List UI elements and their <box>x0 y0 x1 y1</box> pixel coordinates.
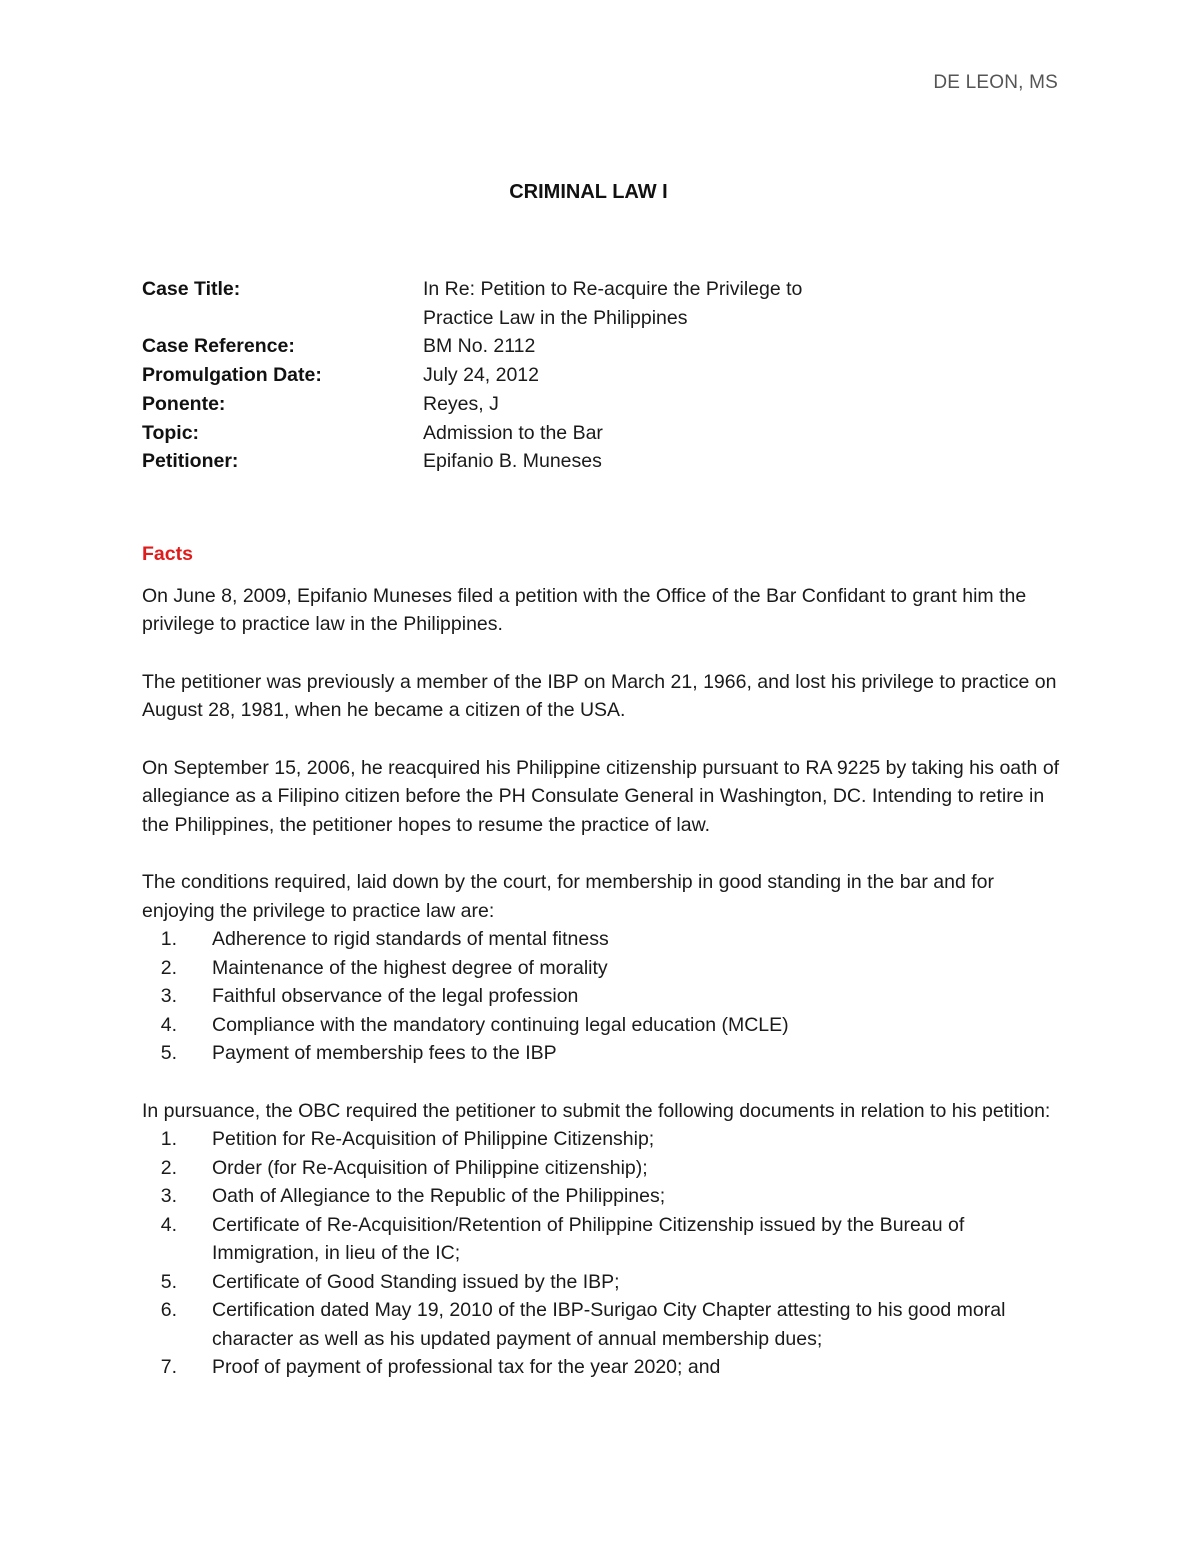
list-item-number: 4. <box>160 1013 177 1036</box>
list-item-text: Proof of payment of professional tax for the year 2020; and <box>212 1356 721 1378</box>
list-item-number: 7. <box>160 1356 177 1378</box>
topic-label: Topic: <box>142 421 200 444</box>
list-item <box>142 1011 1062 1040</box>
list-item <box>142 1353 1062 1382</box>
petitioner-label: Petitioner: <box>142 450 239 473</box>
list-item <box>142 1296 1062 1353</box>
list-item <box>142 925 1062 954</box>
list-item <box>142 1154 1062 1183</box>
list-item-text: Faithful observance of the legal profession <box>212 985 579 1007</box>
list-item-text: Payment of membership fees to the IBP <box>212 1042 557 1064</box>
list-item-text: Compliance with the mandatory continuing legal education (MCLE) <box>212 1013 789 1036</box>
list-item-text: Oath of Allegiance to the Republic of the Philippines; <box>212 1185 666 1207</box>
case-info-row-ponente <box>142 390 1082 419</box>
case-info-row-promulgation <box>142 361 1082 390</box>
list-item-number: 3. <box>160 1185 177 1207</box>
facts-paragraph: On September 15, 2006, he reacquired his Philippine citizenship pursuant to RA 9225 by taking his oath of allegiance as a Filipino citizen before the PH Consulate General in Washington, DC. Intending to retire in the Philippines, the petitioner hopes to resume the practice of law. <box>142 756 1060 836</box>
list-item-number: 2. <box>160 956 177 979</box>
list-item-number: 1. <box>160 928 177 950</box>
promulgation-date-label: Promulgation Date: <box>142 364 322 387</box>
header-author: DE LEON, MS <box>933 72 1058 93</box>
case-reference-label: Case Reference: <box>142 335 295 358</box>
list-item <box>142 1125 1062 1154</box>
list-item <box>142 1268 1062 1297</box>
list-item-text: Certificate of Good Standing issued by the IBP; <box>212 1270 620 1293</box>
case-title-label: Case Title: <box>142 278 241 300</box>
case-info-table <box>142 275 1082 476</box>
list-item-number: 5. <box>160 1270 177 1293</box>
list-item <box>142 1211 1062 1268</box>
case-title-value: In Re: Petition to Re-acquire the Privilege to Practice Law in the Philippines <box>423 278 803 329</box>
case-info-row-topic <box>142 419 1082 448</box>
ponente-label: Ponente: <box>142 392 226 415</box>
list-item-number: 1. <box>160 1128 177 1150</box>
case-info-row-petitioner <box>142 447 1082 476</box>
list-item-text: Order (for Re-Acquisition of Philippine citizenship); <box>212 1156 648 1179</box>
list-item-text: Maintenance of the highest degree of morality <box>212 956 608 979</box>
facts-paragraph: The conditions required, laid down by the court, for membership in good standing in the bar and for enjoying the privilege to practice law are: <box>142 871 995 922</box>
list-item-number: 5. <box>160 1042 177 1064</box>
facts-paragraph: The petitioner was previously a member of the IBP on March 21, 1966, and lost his privilege to practice on August 28, 1981, when he became a citizen of the USA. <box>142 670 1057 721</box>
list-item <box>142 982 1062 1011</box>
petitioner-value: Epifanio B. Muneses <box>423 450 602 473</box>
facts-heading: Facts <box>142 543 193 565</box>
case-info-row-reference <box>142 332 1082 361</box>
list-item-text: Petition for Re-Acquisition of Philippine Citizenship; <box>212 1128 655 1150</box>
facts-section <box>142 540 1062 1411</box>
ponente-value: Reyes, J <box>423 392 499 415</box>
case-reference-value: BM No. 2112 <box>423 335 536 358</box>
topic-value: Admission to the Bar <box>423 421 603 444</box>
documents-list <box>142 1125 1062 1382</box>
list-item <box>142 1039 1062 1068</box>
document-title: CRIMINAL LAW I <box>509 181 668 203</box>
case-info-row-title <box>142 275 1082 332</box>
list-item-text: Certificate of Re-Acquisition/Retention of Philippine Citizenship issued by the Bureau of Immigration, in lieu of the IC; <box>212 1213 965 1264</box>
facts-paragraph: On June 8, 2009, Epifanio Muneses filed a petition with the Office of the Bar Confidant to grant him the privilege to practice law in the Philippines. <box>142 584 1027 635</box>
conditions-list <box>142 925 1062 1068</box>
list-item-number: 2. <box>160 1156 177 1179</box>
facts-paragraph: In pursuance, the OBC required the petitioner to submit the following documents in relation to his petition: <box>142 1099 1051 1122</box>
list-item-text: Adherence to rigid standards of mental fitness <box>212 928 609 950</box>
list-item-text: Certification dated May 19, 2010 of the IBP-Surigao City Chapter attesting to his good moral character as well as his updated payment of annual membership dues; <box>212 1299 1006 1350</box>
list-item <box>142 1182 1062 1211</box>
list-item-number: 6. <box>160 1299 177 1321</box>
list-item <box>142 954 1062 983</box>
list-item-number: 4. <box>160 1213 177 1236</box>
list-item-number: 3. <box>160 985 177 1007</box>
promulgation-date-value: July 24, 2012 <box>423 364 540 387</box>
